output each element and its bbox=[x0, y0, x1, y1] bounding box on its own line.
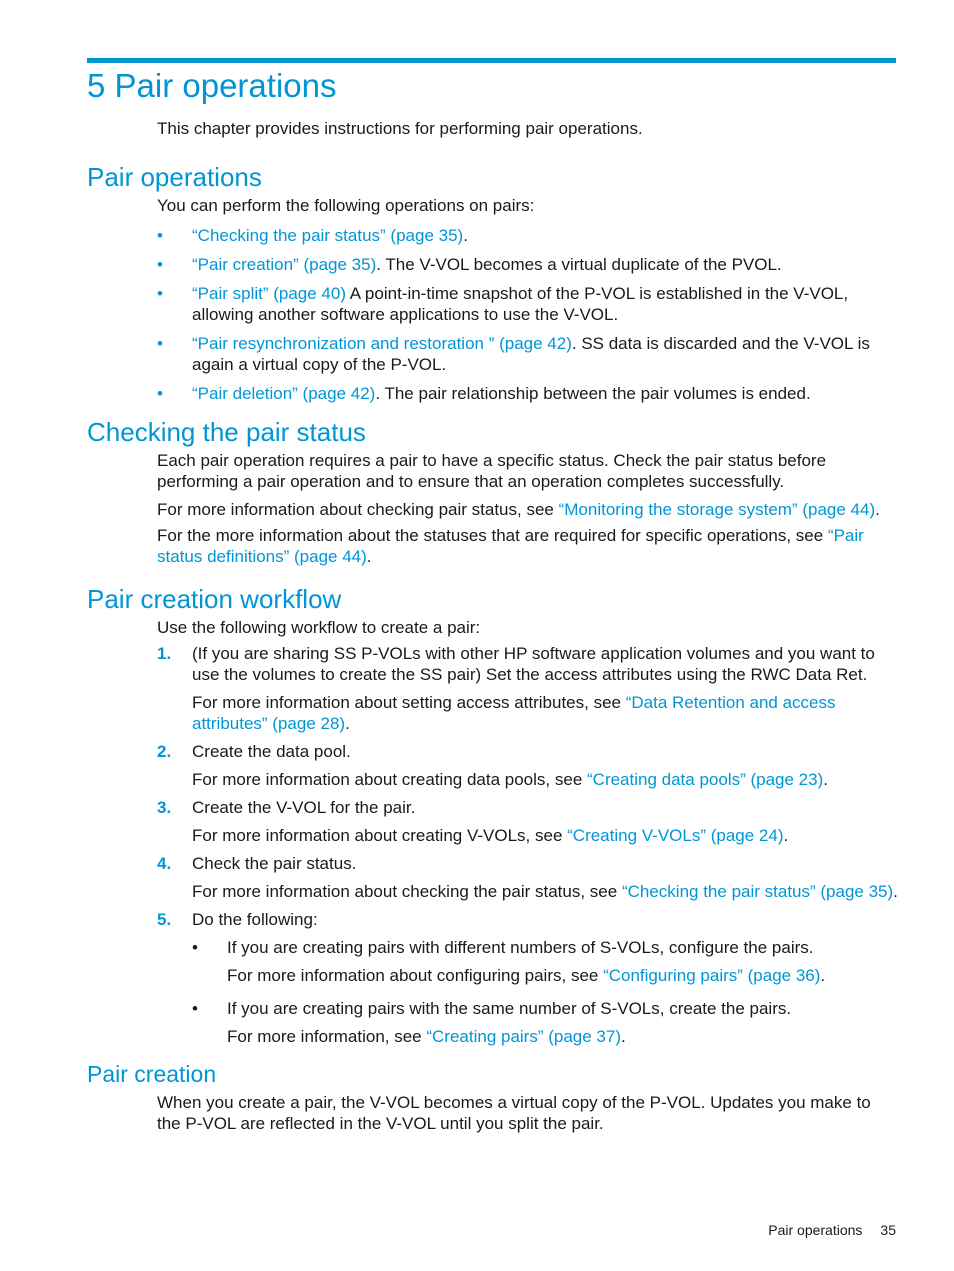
step-number: 5. bbox=[157, 910, 172, 929]
note-text: . bbox=[345, 714, 350, 733]
xref-link[interactable]: “Pair split” (page 40) bbox=[192, 284, 347, 303]
xref-link[interactable]: “Data Retention and access attributes” (page 28) bbox=[192, 693, 836, 733]
paragraph-text: For more information about checking pair status, see bbox=[157, 500, 559, 519]
list-item-text: . SS data is discarded and the V-VOL is again a virtual copy of the P-VOL. bbox=[192, 334, 870, 374]
xref-link[interactable]: “Pair creation” (page 35) bbox=[192, 255, 377, 274]
bullet-icon: • bbox=[157, 255, 163, 274]
paragraph-text: For the more information about the statuses that are required for specific operations, see bbox=[157, 526, 828, 545]
list-item-text: . The pair relationship between the pair volumes is ended. bbox=[375, 384, 811, 403]
list-item-text: . The V-VOL becomes a virtual duplicate of the PVOL. bbox=[376, 255, 782, 274]
list-item-note bbox=[227, 965, 899, 986]
bullet-icon: • bbox=[157, 226, 163, 245]
chapter-intro: This chapter provides instructions for performing pair operations. bbox=[157, 119, 643, 138]
list-item bbox=[157, 283, 899, 325]
xref-link[interactable]: “Creating data pools” (page 23) bbox=[587, 770, 824, 789]
xref-link[interactable]: “Checking the pair status” (page 35) bbox=[192, 226, 464, 245]
bullet-icon: • bbox=[157, 384, 163, 403]
list-item bbox=[192, 937, 899, 986]
xref-link[interactable]: “Checking the pair status” (page 35) bbox=[621, 882, 894, 901]
xref-link[interactable]: “Pair resynchronization and restoration ” (page 42) bbox=[192, 334, 572, 353]
footer-section: Pair operations bbox=[768, 1222, 863, 1238]
note-text: For more information about creating data pools, see bbox=[192, 770, 587, 789]
note-text: . bbox=[621, 1027, 626, 1046]
workflow-step bbox=[157, 909, 899, 1047]
step-text: Create the V-VOL for the pair. bbox=[192, 798, 416, 817]
list-item bbox=[157, 225, 899, 246]
workflow-lead: Use the following workflow to create a pair: bbox=[157, 618, 481, 637]
list-item bbox=[192, 998, 899, 1047]
step-number: 1. bbox=[157, 644, 172, 663]
list-item-text: If you are creating pairs with different numbers of S-VOLs, configure the pairs. bbox=[227, 938, 814, 957]
step5-list bbox=[192, 937, 899, 1047]
chapter-title: 5 Pair operations bbox=[87, 67, 337, 104]
workflow-step bbox=[157, 643, 899, 734]
heading-pair-operations: Pair operations bbox=[87, 162, 262, 192]
step-text: Check the pair status. bbox=[192, 854, 357, 873]
step-text: (If you are sharing SS P-VOLs with other HP software application volumes and you want to use the volumes to create the SS pair) Set the access attributes using the RWC Data Ret. bbox=[192, 644, 875, 684]
workflow-step bbox=[157, 741, 899, 790]
bullet-icon: • bbox=[192, 999, 198, 1018]
xref-link[interactable]: “Pair status definitions” (page 44) bbox=[157, 526, 864, 566]
heading-checking-pair-status: Checking the pair status bbox=[87, 417, 366, 447]
bullet-icon: • bbox=[192, 938, 198, 957]
page-content bbox=[87, 118, 899, 1134]
step-number: 3. bbox=[157, 798, 172, 817]
pair-operations-lead: You can perform the following operations on pairs: bbox=[157, 196, 535, 215]
xref-link[interactable]: “Creating V-VOLs” (page 24) bbox=[567, 826, 784, 845]
note-text: . bbox=[820, 966, 826, 985]
chapter-rule bbox=[87, 58, 896, 63]
note-text: For more information, see bbox=[227, 1027, 427, 1046]
checking-paragraph-3 bbox=[157, 525, 899, 567]
page-footer bbox=[750, 1222, 896, 1238]
xref-link[interactable]: “Configuring pairs” (page 36) bbox=[603, 966, 821, 985]
step-note bbox=[192, 881, 899, 902]
step-note bbox=[192, 769, 899, 790]
xref-link[interactable]: “Monitoring the storage system” (page 44) bbox=[558, 500, 876, 519]
note-text: For more information about checking the pair status, see bbox=[192, 882, 622, 901]
list-item bbox=[157, 333, 899, 375]
step-text: Do the following: bbox=[192, 910, 318, 929]
list-item-text: . bbox=[463, 226, 468, 245]
checking-paragraph-2 bbox=[157, 499, 899, 520]
note-text: . bbox=[823, 770, 828, 789]
pair-operations-list bbox=[157, 225, 899, 404]
workflow-step bbox=[157, 797, 899, 846]
checking-paragraph-1: Each pair operation requires a pair to have a specific status. Check the pair status before performing a pair operation and to ensure that an operation completes successfully. bbox=[157, 451, 827, 491]
heading-pair-creation-workflow: Pair creation workflow bbox=[87, 584, 342, 614]
note-text: . bbox=[783, 826, 789, 845]
list-item-note bbox=[227, 1026, 899, 1047]
paragraph-text: . bbox=[366, 547, 372, 566]
list-item bbox=[157, 254, 899, 275]
workflow-step bbox=[157, 853, 899, 902]
step-text: Create the data pool. bbox=[192, 742, 351, 761]
creation-paragraph: When you create a pair, the V-VOL becomes a virtual copy of the P-VOL. Updates you make to the P-VOL are reflected in the V-VOL until you split the pair. bbox=[157, 1093, 871, 1133]
list-item-text: A point-in-time snapshot of the P-VOL is established in the V-VOL, allowing another software applications to use the V-VOL. bbox=[192, 284, 849, 324]
note-text: For more information about creating V-VOLs, see bbox=[192, 826, 568, 845]
bullet-icon: • bbox=[157, 334, 163, 353]
list-item-text: If you are creating pairs with the same number of S-VOLs, create the pairs. bbox=[227, 999, 792, 1018]
xref-link[interactable]: “Pair deletion” (page 42) bbox=[192, 384, 376, 403]
xref-link[interactable]: “Creating pairs” (page 37) bbox=[426, 1027, 622, 1046]
paragraph-text: . bbox=[875, 500, 880, 519]
note-text: For more information about configuring pairs, see bbox=[227, 966, 604, 985]
step-note bbox=[192, 692, 899, 734]
workflow-steps bbox=[157, 643, 899, 1047]
step-number: 2. bbox=[157, 742, 172, 761]
step-number: 4. bbox=[157, 854, 172, 873]
note-text: For more information about setting access attributes, see bbox=[192, 693, 626, 712]
page-number: 35 bbox=[880, 1222, 896, 1238]
heading-pair-creation: Pair creation bbox=[87, 1061, 217, 1087]
note-text: . bbox=[893, 882, 898, 901]
bullet-icon: • bbox=[157, 284, 163, 303]
list-item bbox=[157, 383, 899, 404]
step-note bbox=[192, 825, 899, 846]
